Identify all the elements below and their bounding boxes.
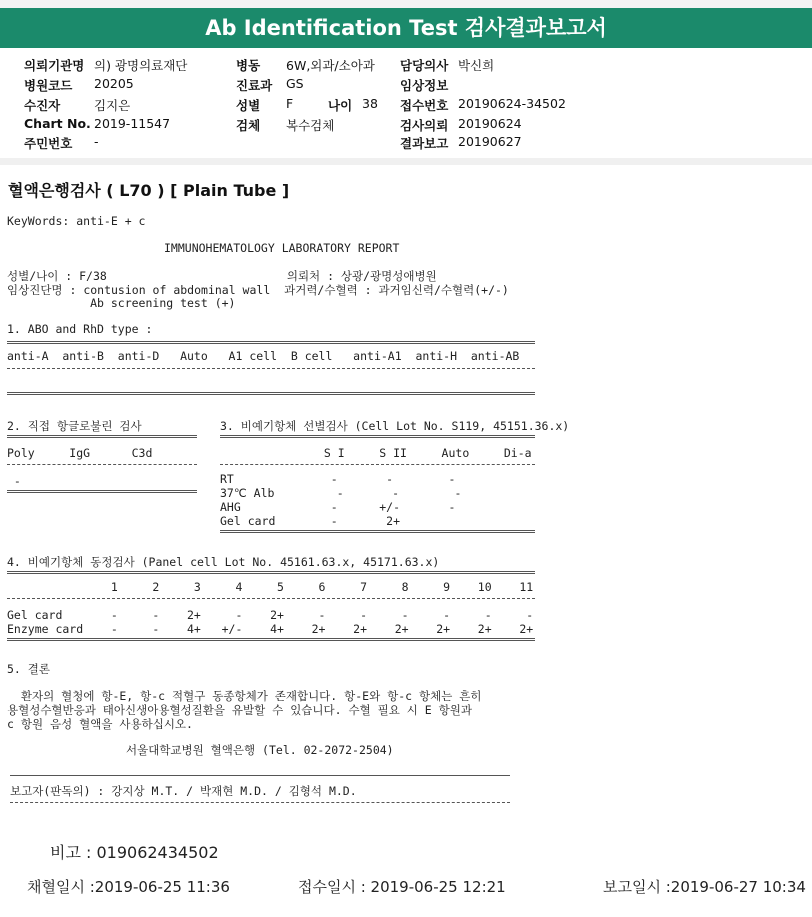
screen-row-ahg: AHG - +/- -	[220, 500, 456, 514]
info-line-3: Ab screening test (+)	[7, 296, 236, 310]
label-sex: 성별	[236, 98, 261, 113]
screen-rule-mid	[220, 464, 535, 465]
reporter-rule-top	[10, 775, 510, 776]
keywords: KeyWords: anti-E + c	[7, 214, 146, 228]
panel-rule-mid	[7, 598, 535, 599]
value-patient: 김지은	[94, 98, 131, 113]
received-time: 접수일시 : 2019-06-25 12:21	[298, 878, 506, 896]
section-title: 혈액은행검사 ( L70 ) [ Plain Tube ]	[8, 181, 290, 200]
info-line-2: 임상진단명 : contusion of abdominal wall 과거력/수혈력 : 과거임신력/수혈력(+/-)	[7, 283, 509, 297]
value-department: GS	[286, 76, 304, 91]
value-receipt-no: 20190624-34502	[458, 96, 566, 111]
reporter-rule-bottom	[10, 802, 510, 803]
label-specimen: 검체	[236, 118, 261, 133]
value-resident-no: -	[94, 134, 99, 149]
label-test-request: 검사의뢰	[400, 118, 449, 133]
abo-rule-top	[7, 341, 535, 344]
screen-rule-bottom	[220, 530, 535, 533]
screen-row-rt: RT - - -	[220, 472, 456, 486]
panel-rule-top	[7, 571, 535, 574]
collected-time: 채혈일시 :2019-06-25 11:36	[27, 878, 230, 896]
label-institution: 의뢰기관명	[24, 58, 85, 73]
dat-header: Poly IgG C3d	[7, 446, 153, 460]
value-result-report: 20190627	[458, 134, 522, 149]
panel-header: 1 2 3 4 5 6 7 8 9 10 11	[7, 580, 534, 594]
dat-rule-bottom	[7, 490, 197, 493]
header-col-3	[400, 56, 600, 156]
label-doctor: 담당의사	[400, 58, 449, 73]
value-doctor: 박신희	[458, 58, 495, 73]
label-clinical-info: 임상정보	[400, 78, 449, 93]
conclusion-line-3: c 항원 음성 혈액을 사용하십시오.	[7, 717, 193, 731]
screen-header: S I S II Auto Di-a	[220, 446, 532, 460]
panel-row-enzyme: Enzyme card - - 4+ +/- 4+ 2+ 2+ 2+ 2+ 2+ 2+	[7, 622, 534, 636]
reporter: 보고자(판독의) : 강지상 M.T. / 박재현 M.D. / 김형석 M.D.	[10, 784, 357, 798]
hospital-contact: 서울대학교병원 혈액은행 (Tel. 02-2072-2504)	[126, 743, 394, 757]
conclusion-line-1: 환자의 혈청에 항-E, 항-c 적혈구 동종항체가 존재합니다. 항-E와 항-c 항체는 흔히	[7, 689, 482, 703]
value-chart-no: 2019-11547	[94, 116, 171, 131]
label-department: 진료과	[236, 78, 273, 93]
report-heading: IMMUNOHEMATOLOGY LABORATORY REPORT	[164, 241, 400, 255]
abo-title: 1. ABO and RhD type :	[7, 322, 153, 336]
screen-row-alb: 37℃ Alb - - -	[220, 486, 462, 500]
conclusion-title: 5. 결론	[7, 662, 50, 676]
reported-time: 보고일시 :2019-06-27 10:34	[603, 878, 806, 896]
value-age: 38	[362, 96, 378, 111]
label-patient: 수진자	[24, 98, 61, 113]
header-col-2	[236, 56, 396, 156]
panel-rule-bottom	[7, 638, 535, 641]
abo-rule-bottom	[7, 392, 535, 395]
value-sex: F	[286, 96, 294, 111]
label-age: 나이	[328, 98, 353, 113]
abo-rule-mid	[7, 368, 535, 369]
label-receipt-no: 접수번호	[400, 98, 449, 113]
label-result-report: 결과보고	[400, 136, 449, 151]
value-specimen: 복수검체	[286, 118, 335, 133]
dat-title: 2. 직접 항글로불린 검사	[7, 419, 142, 433]
label-chart-no: Chart No.	[24, 116, 91, 131]
conclusion-line-2: 용혈성수혈반응과 태아신생아용혈성질환을 유발할 수 있습니다. 수혈 필요 시 E 항원과	[7, 703, 472, 717]
value-hospital-code: 20205	[94, 76, 134, 91]
dat-rule-top	[7, 435, 197, 438]
header-col-1	[24, 56, 224, 156]
note: 비고 : 019062434502	[50, 843, 219, 862]
info-line-1: 성별/나이 : F/38 의뢰처 : 상광/광명성애병원	[7, 269, 437, 283]
dat-value: -	[7, 474, 21, 488]
abo-header: anti-A anti-B anti-D Auto A1 cell B cell anti-A1 anti-H anti-AB	[7, 349, 520, 363]
screen-title: 3. 비예기항체 선별검사 (Cell Lot No. S119, 45151.36.x)	[220, 419, 570, 433]
header-divider	[0, 158, 812, 165]
panel-row-gel: Gel card - - 2+ - 2+ - - - - - -	[7, 608, 534, 622]
dat-rule-mid	[7, 464, 197, 465]
label-ward: 병동	[236, 58, 261, 73]
screen-row-gel: Gel card - 2+	[220, 514, 401, 528]
panel-title: 4. 비예기항체 동정검사 (Panel cell Lot No. 45161.63.x, 45171.63.x)	[7, 555, 440, 569]
value-ward: 6W,외과/소아과	[286, 58, 375, 73]
report-title: Ab Identification Test 검사결과보고서	[0, 8, 812, 48]
label-hospital-code: 병원코드	[24, 78, 73, 93]
label-resident-no: 주민번호	[24, 136, 73, 151]
screen-rule-top	[220, 435, 535, 438]
value-test-request: 20190624	[458, 116, 522, 131]
value-institution: 의) 광명의료재단	[94, 58, 188, 73]
top-strip	[0, 0, 812, 8]
